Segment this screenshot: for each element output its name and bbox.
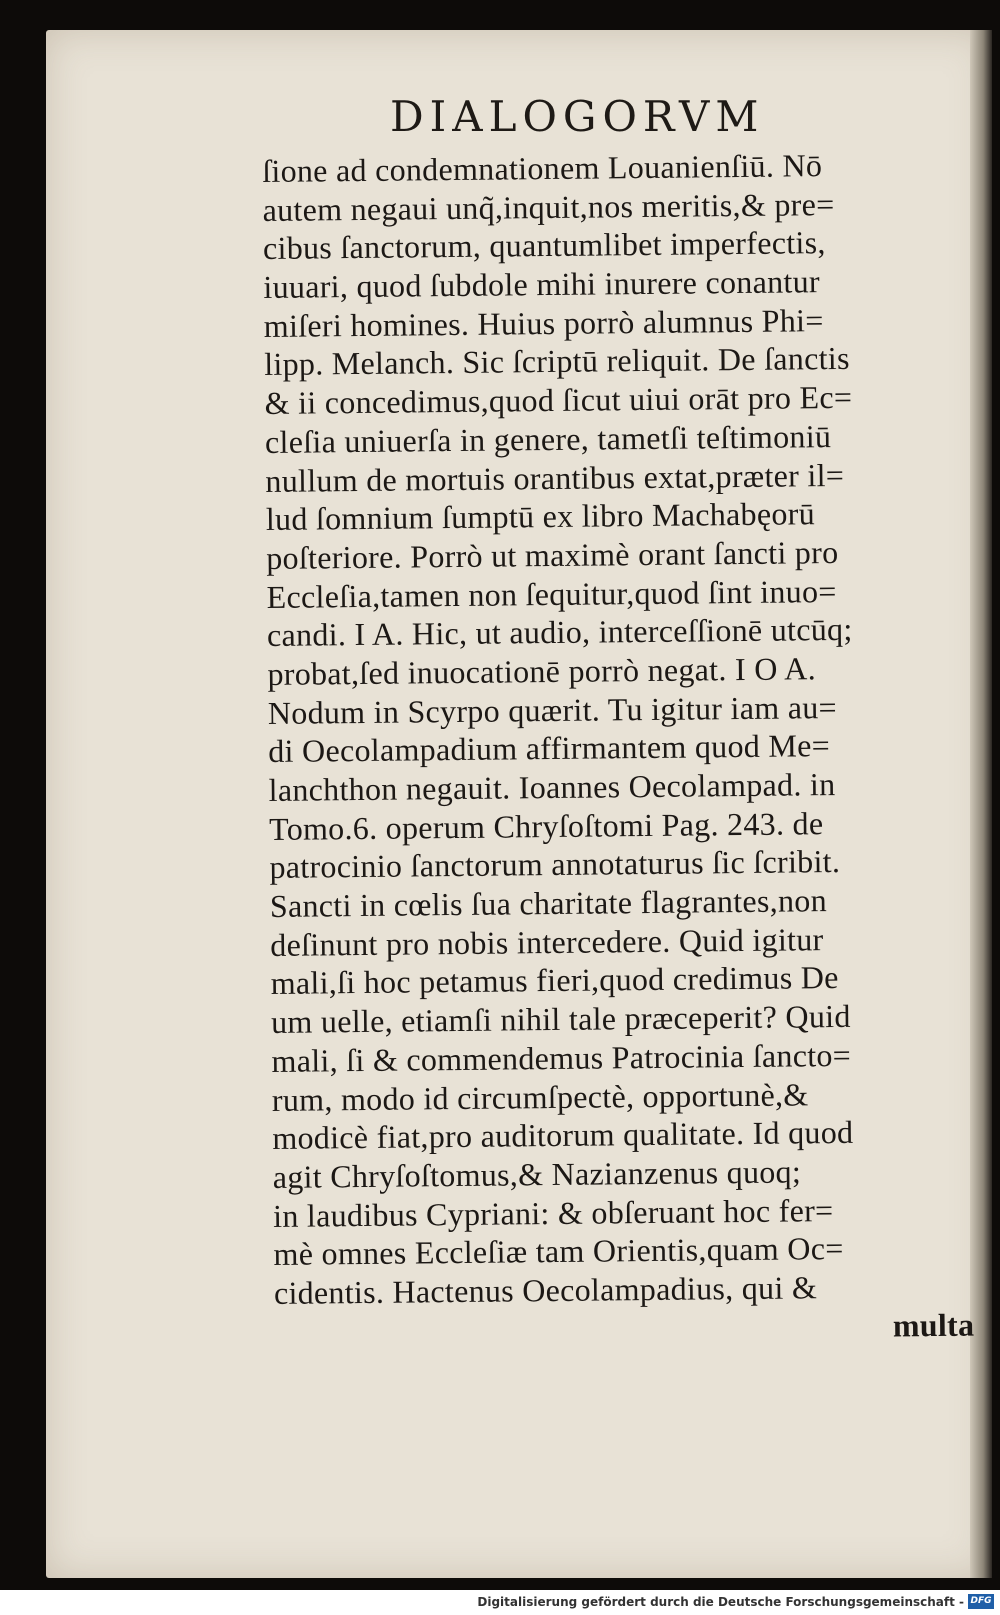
text-line: cibus ſanctorum, quantumlibet imperfectis, [262, 224, 826, 267]
text-line: ſione ad condemnationem Louanienſiū. Nō [262, 147, 823, 189]
text-line: patrocinio ſanctorum annotaturus ſic ſcribit. [269, 843, 841, 886]
text-line: in laudibus Cypriani: & obſeruant hoc fer= [272, 1191, 834, 1234]
text-line: modicè fiat,pro auditorum qualitate. Id quod [272, 1114, 854, 1157]
text-line: di Oecolampadium affirmantem quod Me= [268, 727, 831, 770]
text-line: nullum de mortuis orantibus extat,præter il= [265, 456, 845, 499]
text-line: Tomo.6. operum Chryſoſtomi Pag. 243. de [268, 804, 824, 847]
text-line: mali, ſi & commendemus Patrocinia ſancto= [271, 1036, 852, 1079]
text-line: mè omnes Eccleſiæ tam Orientis,quam Oc= [273, 1230, 844, 1273]
text-line: um uelle, etiamſi nihil tale præceperit? Quid [270, 998, 851, 1041]
text-line: lanchthon negauit. Ioannes Oecolampad. in [268, 766, 836, 808]
catchword: multa [892, 1306, 975, 1344]
text-line: agit Chryſoſtomus,& Nazianzenus quoq; [272, 1153, 802, 1195]
text-line: lipp. Melanch. Sic ſcriptū reliquit. De ſanctis [264, 340, 850, 383]
text-line: cleſia uniuerſa in genere, tametſi teſtimoniū [264, 417, 832, 460]
text-line: rum, modo id circumſpectè, opportunè,& [271, 1075, 809, 1118]
footer-bar [0, 1590, 1000, 1615]
text-line: Sancti in cœlis ſua charitate flagrantes,non [269, 882, 828, 925]
digitization-credit: Digitalisierung gefördert durch die Deutsche Forschungsgemeinschaft - [477, 1595, 964, 1609]
text-line: lud ſomnium ſumptū ex libro Machabęorū [265, 495, 816, 538]
text-line: Nodum in Scyrpo quærit. Tu igitur iam au= [267, 688, 838, 731]
page-edge [970, 30, 992, 1578]
running-title: DIALOGORVM [390, 92, 765, 141]
text-line: Eccleſia,tamen non ſequitur,quod ſint inuo= [266, 572, 837, 615]
text-line: cidentis. Hactenus Oecolampadius, qui & [273, 1269, 818, 1311]
text-line: mali,ſi hoc petamus fieri,quod credimus De [270, 959, 839, 1002]
text-line: iuuari, quod ſubdole mihi inurere conantur [263, 263, 821, 306]
dfg-logo: DFG [968, 1594, 994, 1609]
text-line: deſinunt pro nobis intercedere. Quid igitur [270, 920, 824, 963]
text-line: candi. I A. Hic, ut audio, interceſſionē utcūq; [266, 611, 853, 654]
text-line: probat,ſed inuocationē porrò negat. I O A. [267, 650, 817, 692]
page-body [262, 145, 975, 1352]
text-line: autem negaui unq̃,inquit,nos meritis,& pre= [262, 185, 835, 228]
text-line: poſteriore. Porrò ut maximè orant ſancti pro [266, 533, 839, 576]
text-line: & ii concedimus,quod ſicut uiui orāt pro Ec= [264, 378, 853, 422]
text-line: miſeri homines. Huius porrò alumnus Phi= [263, 301, 824, 344]
